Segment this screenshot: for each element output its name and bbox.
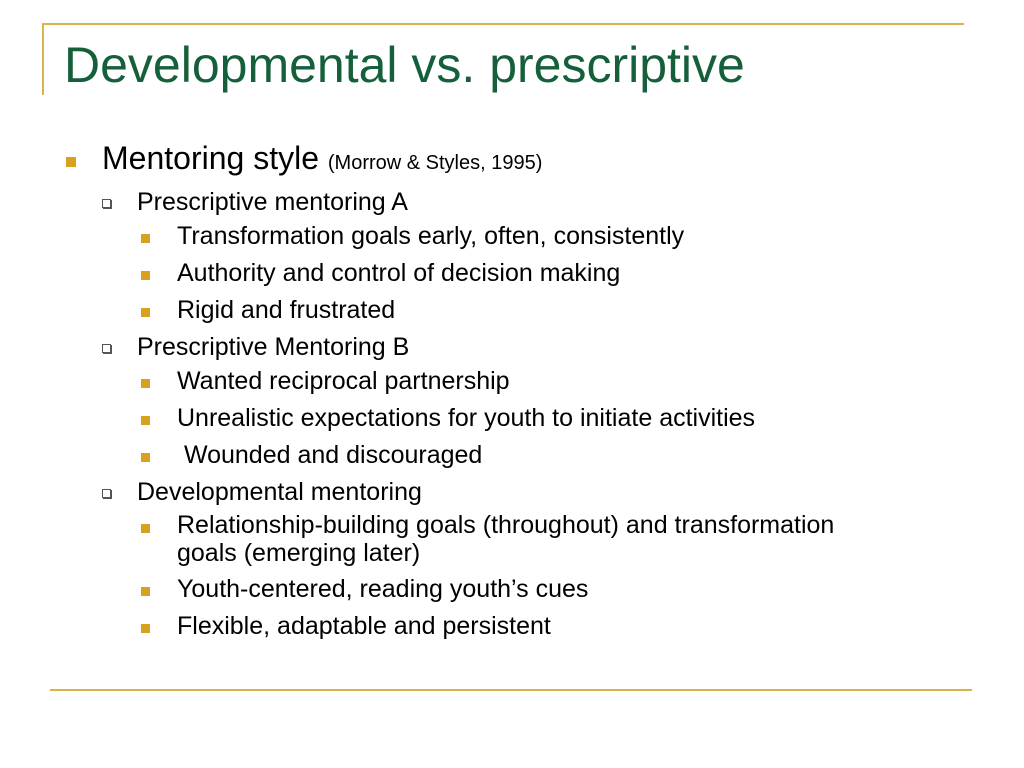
- square-bullet-icon: [141, 379, 150, 388]
- list-item-text: Wanted reciprocal partnership: [177, 367, 510, 395]
- style-heading-developmental: [64, 477, 984, 507]
- list-item-text: Wounded and discouraged: [177, 441, 483, 469]
- style-heading-prescriptive-b: [64, 332, 984, 362]
- list-item: [64, 258, 984, 288]
- list-item: [64, 511, 857, 567]
- style-label: Prescriptive mentoring A: [137, 188, 408, 216]
- list-item: [64, 366, 984, 396]
- square-bullet-icon: [66, 157, 76, 167]
- list-item-text: Unrealistic expectations for youth to initiate activities: [177, 404, 756, 432]
- square-bullet-icon: [141, 524, 150, 533]
- list-item-text: Rigid and frustrated: [177, 296, 396, 324]
- hollow-square-bullet-icon: [102, 199, 111, 208]
- list-item: [64, 221, 984, 251]
- square-bullet-icon: [141, 234, 150, 243]
- frame-top-line: [42, 23, 964, 25]
- list-item: [64, 295, 984, 325]
- main-point-text: Mentoring style: [102, 140, 319, 176]
- frame-left-line: [42, 23, 44, 95]
- style-label: Prescriptive Mentoring B: [137, 333, 410, 361]
- square-bullet-icon: [141, 587, 150, 596]
- citation: (Morrow & Styles, 1995): [327, 152, 543, 174]
- style-label: Developmental mentoring: [137, 478, 422, 506]
- list-item: [64, 574, 984, 604]
- slide-title: Developmental vs. prescriptive: [64, 37, 745, 93]
- list-item: [64, 440, 984, 470]
- square-bullet-icon: [141, 453, 150, 462]
- list-item: [64, 611, 984, 641]
- square-bullet-icon: [141, 416, 150, 425]
- hollow-square-bullet-icon: [102, 344, 111, 353]
- list-item-text: Relationship-building goals (throughout) and transformation goals (emerging later): [177, 511, 835, 567]
- list-item-text: Authority and control of decision making: [177, 259, 621, 287]
- hollow-square-bullet-icon: [102, 489, 111, 498]
- main-point: [64, 138, 984, 183]
- list-item-text: Flexible, adaptable and persistent: [177, 612, 551, 640]
- square-bullet-icon: [141, 308, 150, 317]
- square-bullet-icon: [141, 624, 150, 633]
- style-heading-prescriptive-a: [64, 187, 984, 217]
- list-item-text: Youth-centered, reading youth’s cues: [177, 575, 589, 603]
- list-item: [64, 403, 984, 433]
- list-item-text: Transformation goals early, often, consistently: [177, 222, 685, 250]
- bottom-divider-line: [50, 689, 972, 691]
- slide-body: [64, 138, 984, 648]
- square-bullet-icon: [141, 271, 150, 280]
